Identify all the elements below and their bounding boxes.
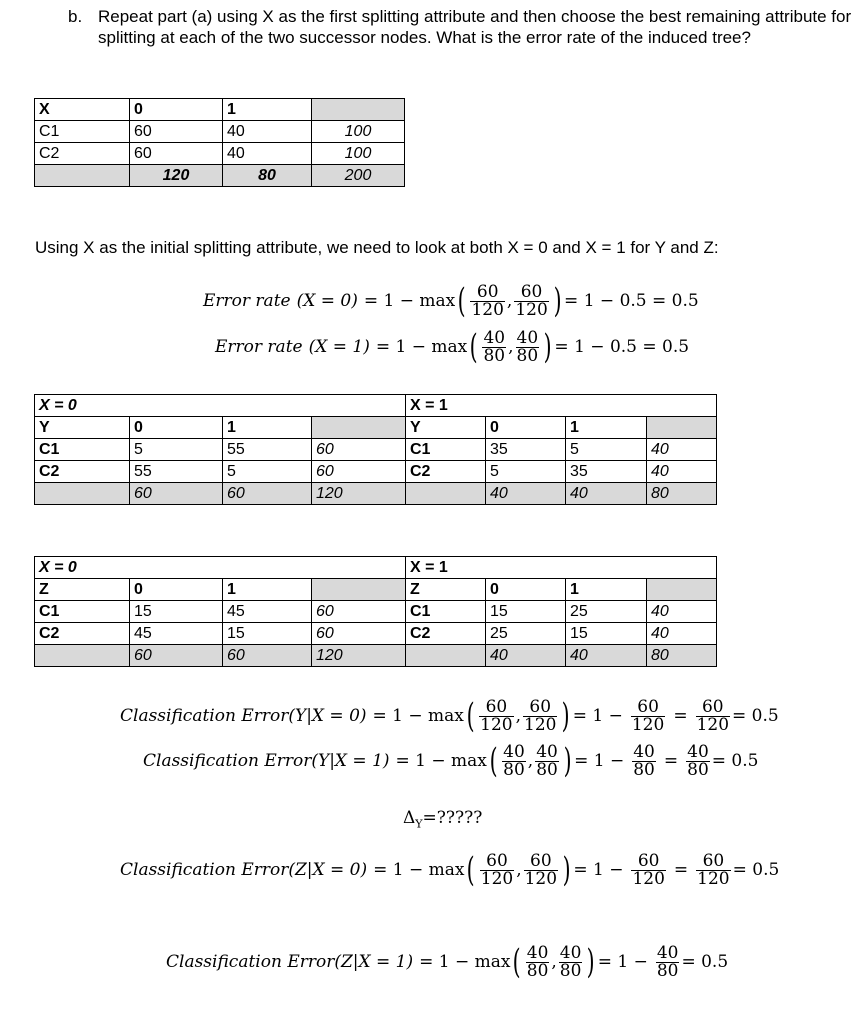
delta-y bbox=[403, 808, 482, 830]
fraction: $\frac{60}{120}$ bbox=[480, 850, 514, 889]
table-title: X = 0 bbox=[35, 395, 406, 417]
intro-text: Using X as the initial splitting attribute, we need to look at both X = 0 and X = 1 for Y and Z: bbox=[35, 238, 719, 257]
ce-z-x1-equation: Classification Error (Z|X = 1) = 1 − max ( $\frac{40}{80}$ , $\frac{40}{80}$ ) = 1 − $\frac{40}{80}$ = 0.5 bbox=[166, 942, 729, 982]
fraction: $\frac{40}{80}$ bbox=[687, 741, 709, 780]
table-row: C2 45 15 60 C2 25 15 40 bbox=[35, 623, 717, 645]
table-cell: C1 bbox=[35, 121, 130, 143]
eq-operator: = 1 − max bbox=[363, 291, 456, 311]
eq-condition: (X = 0) bbox=[296, 291, 358, 311]
eq-result: = 1 − 0.5 = 0.5 bbox=[564, 291, 699, 311]
eq-result: = 0.5 bbox=[711, 751, 759, 771]
table-row: 60 60 120 40 40 80 bbox=[35, 645, 717, 667]
table-cell: 100 bbox=[312, 143, 405, 165]
table-cell: 100 bbox=[312, 121, 405, 143]
table-cell: 0 bbox=[130, 99, 223, 121]
table-cell: C2 bbox=[35, 143, 130, 165]
fraction: $\frac{40}{80}$ bbox=[516, 327, 539, 366]
fraction: $\frac{40}{80}$ bbox=[656, 942, 679, 981]
table-cell: 80 bbox=[223, 165, 312, 187]
fraction: $\frac{60}{120}$ bbox=[524, 850, 558, 889]
fraction: $\frac{40}{80}$ bbox=[536, 741, 558, 780]
delta-value: =????? bbox=[422, 808, 483, 828]
ce-z-x0-equation: Classification Error (Z|X = 0) = 1 − max ( $\frac{60}{120}$ , $\frac{60}{120}$ ) = 1 − $\frac{60}{120}$ = $\frac{60}{120}$ = 0.5 bbox=[120, 850, 780, 890]
table-cell: X bbox=[35, 99, 130, 121]
fraction: $\frac{40}{80}$ bbox=[633, 741, 655, 780]
eq-result: = 0.5 bbox=[732, 706, 779, 726]
table-row bbox=[35, 165, 405, 187]
fraction: $\frac{40}{80}$ bbox=[483, 327, 506, 366]
fraction: $\frac{60}{120}$ bbox=[480, 696, 513, 735]
right-paren: ) bbox=[553, 281, 562, 321]
table-cell: 1 bbox=[223, 99, 312, 121]
fraction: $\frac{60}{120}$ bbox=[696, 696, 730, 735]
fraction: $\frac{60}{120}$ bbox=[631, 696, 665, 735]
table-cell: 40 bbox=[223, 121, 312, 143]
table-row: C1 15 45 60 C1 15 25 40 bbox=[35, 601, 717, 623]
table-row: C2 55 5 60 C2 5 35 40 bbox=[35, 461, 717, 483]
eq-condition: (Z|X = 0) bbox=[288, 860, 368, 880]
table-cell: 60 bbox=[130, 143, 223, 165]
question-text: Repeat part (a) using X as the first splitting attribute and then choose the best remaining attribute for splitting at each of the two successor nodes. What is the error rate of the induced tree? bbox=[98, 7, 852, 47]
error-rate-x1-equation: Error rate (X = 1) = 1 − max ( $\frac{40}{80}$ , $\frac{40}{80}$ ) = 1 − 0.5 = 0.5 bbox=[215, 327, 690, 367]
right-paren: ) bbox=[543, 327, 552, 367]
fraction: $\frac{60}{120}$ bbox=[524, 696, 557, 735]
eq-label: Error rate bbox=[203, 291, 291, 311]
eq-condition: (X = 1) bbox=[308, 337, 370, 357]
fraction: $\frac{60}{120}$ bbox=[515, 281, 548, 320]
table-row bbox=[35, 395, 717, 417]
fraction: $\frac{40}{80}$ bbox=[526, 942, 549, 981]
question-label: b. bbox=[68, 7, 83, 26]
eq-operator: = 1 − max bbox=[375, 337, 468, 357]
eq-condition: (Y|X = 0) bbox=[288, 706, 367, 726]
eq-result: = 0.5 bbox=[732, 860, 780, 880]
table-title: X = 1 bbox=[406, 557, 717, 579]
table-row bbox=[35, 557, 717, 579]
table-row bbox=[35, 121, 405, 143]
table-row bbox=[35, 143, 405, 165]
fraction: $\frac{60}{120}$ bbox=[632, 850, 665, 889]
ce-y-x0-equation: Classification Error (Y|X = 0) = 1 − max ( $\frac{60}{120}$ , $\frac{60}{120}$ ) = 1 − $\frac{60}{120}$ = $\frac{60}{120}$ = 0.5 bbox=[120, 696, 779, 736]
table-x bbox=[34, 98, 405, 187]
table-cell: 40 bbox=[223, 143, 312, 165]
fraction: $\frac{60}{120}$ bbox=[471, 281, 504, 320]
delta-subscript: Y bbox=[415, 817, 423, 831]
table-y bbox=[34, 394, 717, 505]
table-cell: 120 bbox=[130, 165, 223, 187]
eq-result: = 1 − 0.5 = 0.5 bbox=[554, 337, 690, 357]
table-cell: 60 bbox=[130, 121, 223, 143]
ce-y-x1-equation: Classification Error (Y|X = 1) = 1 − max ( $\frac{40}{80}$ , $\frac{40}{80}$ ) = 1 − $\frac{40}{80}$ = $\frac{40}{80}$ = 0.5 bbox=[143, 741, 759, 781]
eq-result: = 0.5 bbox=[681, 952, 729, 972]
left-paren: ( bbox=[469, 327, 478, 367]
eq-condition: (Y|X = 1) bbox=[311, 751, 390, 771]
eq-label: Error rate bbox=[215, 337, 303, 357]
table-row: Z 0 1 Z 0 1 bbox=[35, 579, 717, 601]
eq-condition: (Z|X = 1) bbox=[334, 952, 414, 972]
fraction: $\frac{40}{80}$ bbox=[503, 741, 525, 780]
table-title: X = 1 bbox=[406, 395, 717, 417]
table-row bbox=[35, 99, 405, 121]
table-row: C1 5 55 60 C1 35 5 40 bbox=[35, 439, 717, 461]
table-row: Y 0 1 Y 0 1 bbox=[35, 417, 717, 439]
table-cell bbox=[35, 165, 130, 187]
error-rate-x0-equation: Error rate (X = 0) = 1 − max ( $\frac{60}{120}$ , $\frac{60}{120}$ ) = 1 − 0.5 = 0.5 bbox=[203, 281, 699, 321]
table-cell bbox=[312, 99, 405, 121]
fraction: $\frac{40}{80}$ bbox=[559, 942, 582, 981]
delta-symbol: Δ bbox=[403, 808, 416, 828]
table-z bbox=[34, 556, 717, 667]
table-cell: 200 bbox=[312, 165, 405, 187]
left-paren: ( bbox=[457, 281, 466, 321]
table-row: 60 60 120 40 40 80 bbox=[35, 483, 717, 505]
fraction: $\frac{60}{120}$ bbox=[697, 850, 730, 889]
table-title: X = 0 bbox=[35, 557, 406, 579]
